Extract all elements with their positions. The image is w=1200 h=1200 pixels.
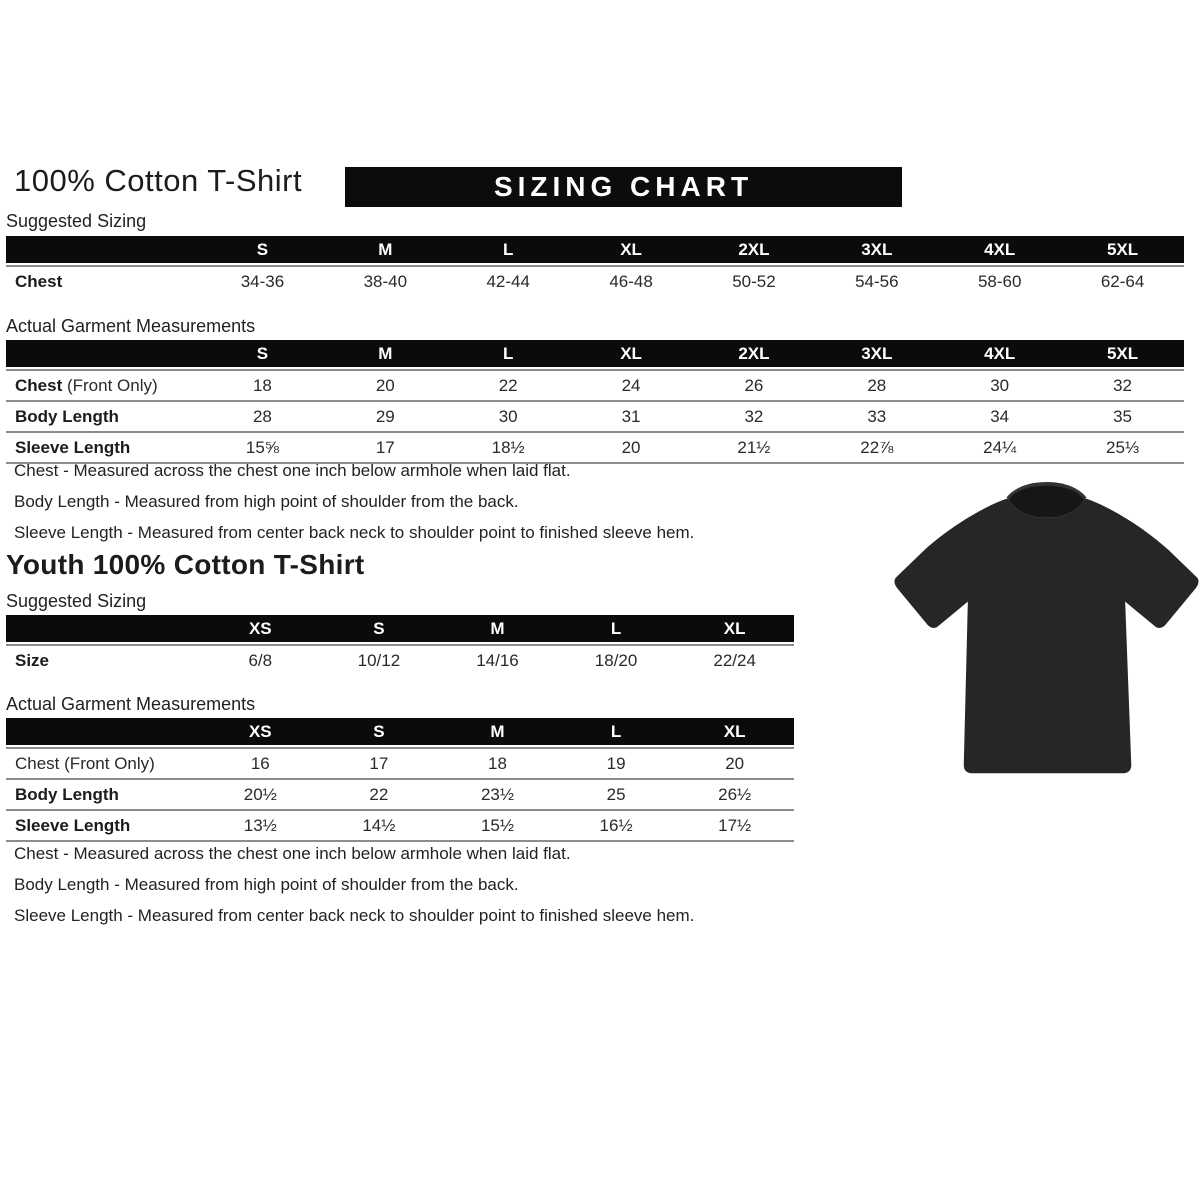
- adult-chest-row: [6, 369, 1184, 400]
- size-column-header: 5XL: [1106, 239, 1139, 259]
- adult-measurement-notes: [14, 461, 834, 554]
- youth-measurements-header-row: [6, 718, 794, 747]
- row-label-main: Chest: [15, 375, 63, 395]
- table-cell: 22: [369, 784, 389, 804]
- table-cell: 22: [498, 375, 518, 395]
- row-label-suffix: (Front Only): [59, 753, 155, 773]
- table-cell: 14/16: [476, 650, 519, 670]
- table-cell: 18½: [491, 437, 525, 457]
- youth-chest-row: [6, 747, 794, 778]
- size-column-header: L: [610, 721, 622, 741]
- size-column-header: S: [256, 343, 269, 363]
- youth-suggested-sizing-label: Suggested Sizing: [6, 591, 147, 611]
- table-cell: 34: [990, 406, 1010, 426]
- adult-body-length-row: [6, 400, 1184, 431]
- size-column-header: S: [373, 721, 385, 741]
- table-cell: 31: [621, 406, 641, 426]
- table-cell: 33: [867, 406, 887, 426]
- adult-measurements-header-row: [6, 340, 1184, 369]
- size-column-header: M: [378, 343, 393, 363]
- table-cell: 16½: [599, 815, 633, 835]
- row-label: [6, 754, 201, 774]
- size-column-header: XL: [723, 721, 746, 741]
- table-cell: 54-56: [855, 271, 899, 291]
- table-cell: 24: [621, 375, 641, 395]
- table-cell: 26: [744, 375, 764, 395]
- note-sleeve-length: Sleeve Length - Measured from center back neck to shoulder point to finished sleeve hem.: [14, 523, 695, 542]
- table-cell: 23½: [480, 784, 515, 804]
- table-cell: 38-40: [363, 271, 408, 291]
- size-column-header: 3XL: [861, 343, 893, 363]
- row-label: [6, 376, 201, 396]
- size-column-header: M: [490, 721, 505, 741]
- table-cell: 50-52: [732, 271, 776, 291]
- size-column-header: 4XL: [984, 343, 1016, 363]
- table-cell: 18/20: [594, 650, 638, 670]
- size-column-header: L: [502, 239, 514, 259]
- table-cell: 18: [488, 753, 507, 773]
- sizing-chart-banner: [345, 167, 902, 207]
- table-cell: 18: [252, 375, 272, 395]
- row-label: Body Length: [15, 784, 119, 804]
- note-chest: Chest - Measured across the chest one inch below armhole when laid flat.: [14, 844, 571, 863]
- note-sleeve-length: Sleeve Length - Measured from center back neck to shoulder point to finished sleeve hem.: [14, 906, 695, 925]
- row-label: Size: [15, 650, 50, 670]
- table-cell: 17: [369, 753, 389, 773]
- table-cell: 25: [606, 784, 626, 804]
- size-column-header: 2XL: [738, 343, 770, 363]
- table-cell: 30: [990, 375, 1010, 395]
- row-label: Sleeve Length: [15, 437, 131, 457]
- size-column-header: 5XL: [1106, 343, 1139, 363]
- row-label-suffix: (Front Only): [62, 375, 158, 395]
- table-cell: 15⅝: [245, 437, 279, 457]
- page-title: 100% Cotton T-Shirt: [14, 163, 303, 198]
- adult-chest-range-row: [6, 265, 1184, 296]
- table-cell: 19: [606, 753, 626, 773]
- size-column-header: S: [256, 239, 269, 259]
- size-column-header: L: [610, 618, 622, 638]
- table-cell: 35: [1113, 406, 1133, 426]
- table-cell: 6/8: [248, 650, 273, 670]
- size-column-header: 3XL: [861, 239, 893, 259]
- row-label: Chest: [15, 271, 63, 291]
- note-body-length: Body Length - Measured from high point of shoulder from the back.: [14, 492, 519, 511]
- table-cell: 46-48: [609, 271, 653, 291]
- table-cell: 17½: [718, 815, 752, 835]
- youth-measurements-label: Actual Garment Measurements: [6, 694, 256, 714]
- row-label: Sleeve Length: [15, 815, 131, 835]
- row-label-main: Chest: [15, 753, 60, 773]
- table-cell: 34-36: [240, 271, 285, 291]
- table-cell: 42-44: [486, 271, 530, 291]
- adult-suggested-sizing-label: Suggested Sizing: [6, 211, 147, 231]
- table-cell: 32: [1113, 375, 1133, 395]
- table-cell: 62-64: [1100, 271, 1145, 291]
- size-column-header: L: [502, 343, 514, 363]
- note-chest: Chest - Measured across the chest one inch below armhole when laid flat.: [14, 461, 571, 480]
- table-cell: 28: [252, 406, 272, 426]
- youth-measurements-table: [6, 718, 794, 842]
- table-cell: 16: [250, 753, 270, 773]
- adult-measurements-table: [6, 340, 1184, 464]
- youth-sleeve-length-row: [6, 809, 794, 840]
- table-cell: 58-60: [977, 271, 1022, 291]
- size-column-header: M: [490, 618, 505, 638]
- table-cell: 30: [498, 406, 518, 426]
- table-cell: 24¼: [983, 437, 1017, 457]
- youth-body-length-row: [6, 778, 794, 809]
- table-cell: 17: [375, 437, 395, 457]
- table-cell: 14½: [362, 815, 396, 835]
- table-cell: 13½: [243, 815, 277, 835]
- table-cell: 20½: [243, 784, 277, 804]
- table-cell: 25⅓: [1106, 437, 1140, 457]
- black-tshirt-image: [893, 476, 1200, 808]
- youth-size-row: [6, 644, 794, 675]
- table-cell: 15½: [480, 815, 515, 835]
- size-column-header: S: [373, 618, 385, 638]
- adult-sleeve-length-row: [6, 431, 1184, 462]
- sizing-chart-banner-label: SIZING CHART: [493, 171, 754, 202]
- table-cell: 28: [867, 375, 887, 395]
- table-cell: 26½: [718, 784, 752, 804]
- row-label: Body Length: [15, 406, 119, 426]
- table-cell: 29: [375, 406, 395, 426]
- table-cell: 20: [725, 753, 745, 773]
- note-body-length: Body Length - Measured from high point of shoulder from the back.: [14, 875, 519, 894]
- youth-measurement-notes: [14, 844, 834, 937]
- youth-suggested-sizing-table: [6, 615, 794, 675]
- table-cell: 10/12: [357, 650, 401, 670]
- size-column-header: XS: [248, 721, 272, 741]
- tshirt-graphic: [893, 476, 1200, 808]
- adult-measurements-label: Actual Garment Measurements: [6, 316, 256, 336]
- adult-suggested-sizing-table: [6, 236, 1184, 296]
- size-column-header: M: [378, 239, 393, 259]
- table-cell: 22⅞: [860, 437, 894, 457]
- size-column-header: XL: [723, 618, 746, 638]
- table-cell: 32: [744, 406, 764, 426]
- table-cell: 20: [375, 375, 395, 395]
- size-column-header: XL: [620, 343, 642, 363]
- youth-suggested-header-row: [6, 615, 794, 644]
- table-cell: 22/24: [713, 650, 756, 670]
- youth-section-title: Youth 100% Cotton T-Shirt: [6, 549, 365, 580]
- size-column-header: XS: [248, 618, 272, 638]
- table-cell: 21½: [737, 437, 771, 457]
- adult-suggested-header-row: [6, 236, 1184, 265]
- size-column-header: 2XL: [738, 239, 770, 259]
- size-column-header: 4XL: [984, 239, 1016, 259]
- size-column-header: XL: [620, 239, 642, 259]
- table-cell: 20: [621, 437, 641, 457]
